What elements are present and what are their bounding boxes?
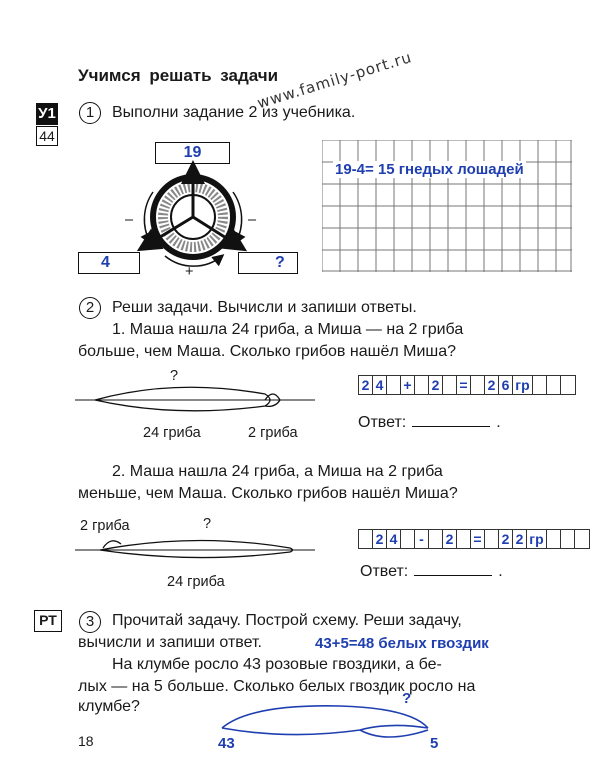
task2-p2-label-b: 24 гриба (167, 574, 225, 590)
cell: гр (527, 530, 547, 548)
task2-p2-line1: 2. Маша нашла 24 гриба, а Миша на 2 гриба (112, 463, 443, 480)
badge-u1: У1 (36, 103, 58, 125)
task3-line2: вычисли и запиши ответ. (78, 634, 262, 651)
cell (387, 376, 401, 394)
cell (429, 530, 443, 548)
task3-line5: клумбе? (78, 698, 140, 715)
task2-p1-cells (358, 375, 576, 395)
task2-p1-line2: больше, чем Маша. Сколько грибов нашёл Миша? (78, 343, 457, 360)
cell: + (401, 376, 415, 394)
answer-end: . (496, 414, 501, 431)
task1-grid (322, 140, 572, 272)
cell (485, 530, 499, 548)
cell (561, 376, 575, 394)
cell (547, 376, 561, 394)
badge-rt: РТ (34, 610, 62, 632)
cell: 6 (499, 376, 513, 394)
answer-blank[interactable] (414, 575, 492, 576)
cell: 4 (387, 530, 401, 548)
cell (561, 530, 575, 548)
cell (359, 530, 373, 548)
task1-box-right: ? (238, 252, 298, 274)
task2-p2-label-a: 2 гриба (80, 518, 130, 534)
task1-minus-right: – (248, 212, 257, 228)
cell: 4 (373, 376, 387, 394)
task1-box-top: 19 (155, 142, 230, 164)
task3-number: 3 (79, 611, 101, 633)
cell (471, 376, 485, 394)
cell: 2 (499, 530, 513, 548)
page-title: Учимся решать задачи (78, 66, 279, 85)
task2-p2-question: ? (203, 516, 212, 532)
task2-p1-question: ? (170, 368, 179, 384)
answer-label: Ответ: (358, 414, 407, 431)
task1-box-left: 4 (78, 252, 140, 274)
answer-end: . (498, 563, 503, 580)
watermark: www.family-port.ru (255, 47, 415, 113)
cell: 2 (359, 376, 373, 394)
task1-number: 1 (79, 102, 101, 124)
cell (443, 376, 457, 394)
answer-label: Ответ: (360, 563, 409, 580)
cell (547, 530, 561, 548)
task2-p2-scheme (75, 530, 315, 570)
cell: - (415, 530, 429, 548)
cell (457, 530, 471, 548)
task3-line1: Прочитай задачу. Построй схему. Реши задачу, (112, 612, 462, 629)
task3-question: ? (402, 690, 412, 707)
task2-number: 2 (79, 297, 101, 319)
task2-p1-label-a: 24 гриба (143, 425, 201, 441)
answer-blank[interactable] (412, 426, 490, 427)
task2-p1-scheme (75, 380, 315, 420)
task1-text: Выполни задание 2 из учебника. (112, 104, 356, 121)
cell: 2 (429, 376, 443, 394)
cell (415, 376, 429, 394)
cell: = (471, 530, 485, 548)
task3-line4: лых — на 5 больше. Сколько белых гвоздик росло на (78, 678, 476, 695)
cell: = (457, 376, 471, 394)
cell: 2 (513, 530, 527, 548)
cell: гр (513, 376, 533, 394)
task3-line3: На клумбе росло 43 розовые гвоздики, а бе- (112, 656, 442, 673)
cell: 2 (373, 530, 387, 548)
task2-text: Реши задачи. Вычисли и запиши ответы. (112, 299, 417, 316)
task2-p1-label-b: 2 гриба (248, 425, 298, 441)
page-number: 18 (78, 733, 94, 749)
cell (401, 530, 415, 548)
task2-p2-line2: меньше, чем Маша. Сколько грибов нашёл Миша? (78, 485, 458, 502)
cell: 2 (485, 376, 499, 394)
task3-label-a: 43 (218, 735, 235, 752)
task2-p1-answer-line (358, 414, 501, 432)
task1-answer: 19-4= 15 гнедых лошадей (335, 161, 524, 178)
task2-p2-cells (358, 529, 590, 549)
cell: 2 (443, 530, 457, 548)
task3-answer: 43+5=48 белых гвоздик (315, 635, 489, 652)
task1-minus-left: – (125, 212, 134, 228)
badge-page-ref: 44 (36, 126, 58, 146)
task1-plus: + (185, 264, 194, 280)
cell (533, 376, 547, 394)
task2-p2-answer-line (360, 563, 503, 581)
task3-label-b: 5 (430, 735, 439, 752)
cell (575, 530, 589, 548)
task2-p1-line1: 1. Маша нашла 24 гриба, а Миша — на 2 гриба (112, 321, 464, 338)
task3-scheme (210, 700, 450, 750)
